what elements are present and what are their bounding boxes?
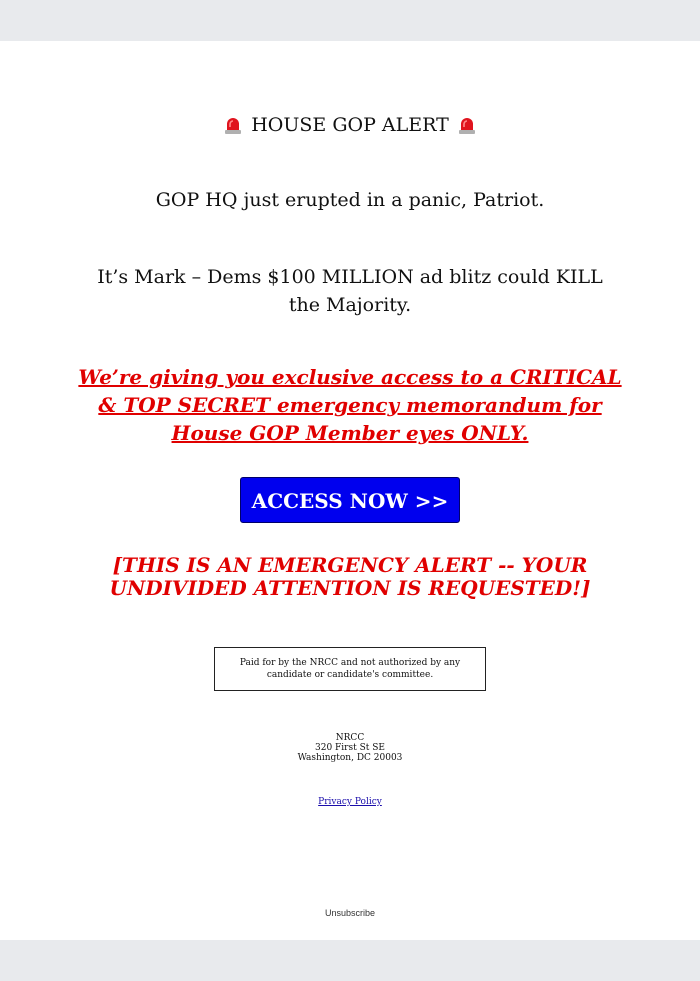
email-body <box>0 41 700 940</box>
intro-line: GOP HQ just erupted in a panic, Patriot. <box>155 189 545 211</box>
mark-message: It’s Mark – Dems $100 MILLION ad blitz could KILL the Majority. <box>97 266 603 316</box>
address-org: NRCC <box>335 733 365 743</box>
cta-container <box>0 477 700 523</box>
secret-memo-link[interactable]: We’re giving you exclusive access to a CRITICAL & TOP SECRET emergency memorandum for House GOP Member eyes ONLY. <box>78 365 622 445</box>
privacy-policy-link[interactable]: Privacy Policy <box>318 797 382 807</box>
address-street: 320 First St SE <box>315 743 385 753</box>
alert-title: HOUSE GOP ALERT <box>251 114 449 136</box>
alert-header <box>0 114 700 136</box>
rotating-light-icon <box>223 115 243 135</box>
access-now-button[interactable]: ACCESS NOW >> <box>240 477 460 523</box>
rotating-light-icon <box>457 115 477 135</box>
address-city: Washington, DC 20003 <box>297 753 403 763</box>
unsubscribe-link[interactable]: Unsubscribe <box>324 908 376 918</box>
paid-for-disclaimer: Paid for by the NRCC and not authorized by any candidate or candidate's committee. <box>214 647 486 691</box>
mailing-address <box>0 733 700 763</box>
privacy-container <box>0 797 700 807</box>
emergency-alert-text: [THIS IS AN EMERGENCY ALERT -- YOUR UNDIVIDED ATTENTION IS REQUESTED!] <box>109 553 591 600</box>
